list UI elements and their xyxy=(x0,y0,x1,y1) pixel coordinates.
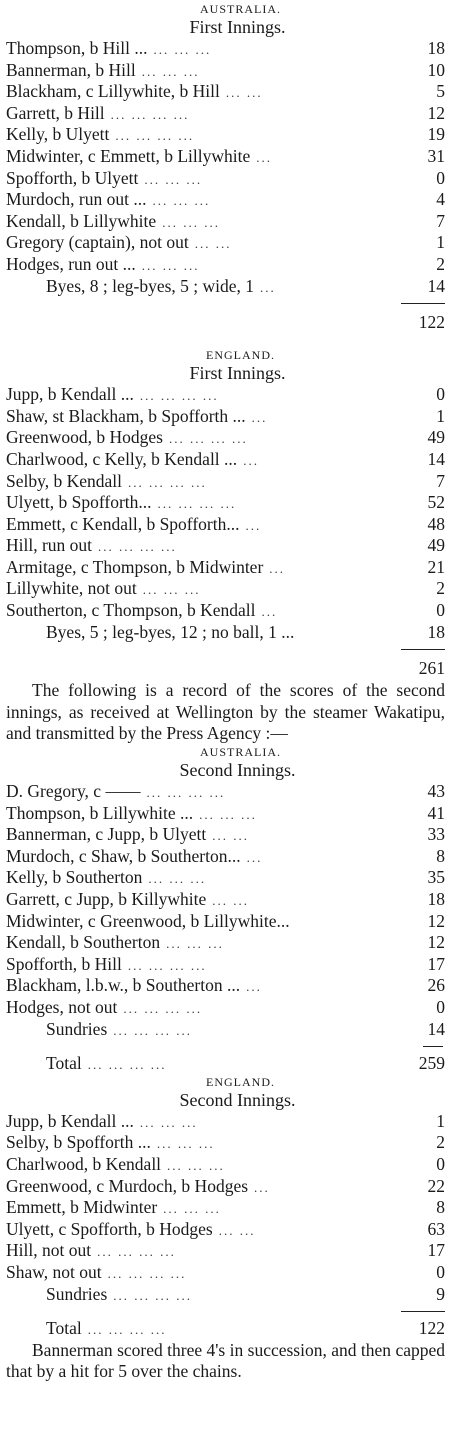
score-row: Spofforth, b Hill ... ... ... ... 17 xyxy=(6,953,445,974)
score-row: Charlwood, b Kendall ... ... ... 0 xyxy=(6,1153,445,1174)
innings-total-row: Total ... ... ... ... 259 xyxy=(46,1053,445,1074)
score-row: Thompson, b Lillywhite ... ... ... ... 41 xyxy=(6,802,445,823)
score-row: Kendall, b Lillywhite ... ... ... 7 xyxy=(6,210,445,231)
australia-first-innings xyxy=(6,2,445,334)
team-heading: AUSTRALIA. xyxy=(200,2,281,16)
score-list xyxy=(6,384,445,643)
innings-heading: Second Innings. xyxy=(179,760,296,781)
score-row: D. Gregory, c —— ... ... ... ... 43 xyxy=(6,781,445,802)
england-second-innings xyxy=(6,1075,445,1340)
score-row: Ulyett, b Spofforth... ... ... ... ... 52 xyxy=(6,492,445,513)
bannerman-paragraph: Bannerman scored three 4's in succession, and then capped that by a hit for 5 over the chains. xyxy=(6,1339,445,1382)
team-heading: ENGLAND. xyxy=(206,1074,275,1089)
team-heading: AUSTRALIA. xyxy=(200,745,281,760)
score-row: Jupp, b Kendall ... ... ... ... 1 xyxy=(6,1110,445,1131)
score-row: Kelly, b Southerton ... ... ... 35 xyxy=(6,867,445,888)
score-row: Murdoch, run out ... ... ... ... 4 xyxy=(6,189,445,210)
score-row: Hodges, not out ... ... ... ... 0 xyxy=(6,996,445,1017)
score-row: Garrett, b Hill ... ... ... ... 12 xyxy=(6,102,445,123)
innings-heading: First Innings. xyxy=(189,363,286,384)
innings-total-row: Total ... ... ... ... 122 xyxy=(46,1318,445,1339)
score-row: Garrett, c Jupp, b Killywhite ... ... 18 xyxy=(6,889,445,909)
score-row: Blackham, l.b.w., b Southerton ... ... 26 xyxy=(6,975,445,996)
sundries-row: Sundries ... ... ... ... 14 xyxy=(46,1018,445,1039)
score-row: Hill, run out ... ... ... ... 49 xyxy=(6,535,445,556)
score-row: Bannerman, c Jupp, b Ulyett ... ... 33 xyxy=(6,824,445,845)
score-row: Blackham, c Lillywhite, b Hill ... ... 5 xyxy=(6,81,445,102)
innings-total: 122 xyxy=(418,312,445,333)
score-row: Kendall, b Southerton ... ... ... 12 xyxy=(6,932,445,953)
score-list xyxy=(6,781,445,1040)
total-rule xyxy=(401,1311,445,1312)
innings-heading: First Innings. xyxy=(189,17,286,37)
score-row: Ulyett, c Spofforth, b Hodges ... ... 63 xyxy=(6,1218,445,1239)
innings-heading: Second Innings. xyxy=(179,1089,296,1110)
score-row: Shaw, not out ... ... ... ... 0 xyxy=(6,1261,445,1282)
extras-row: Byes, 8 ; leg-byes, 5 ; wide, 1 ... 14 xyxy=(46,275,445,296)
score-list xyxy=(6,38,445,297)
score-row: Greenwood, b Hodges ... ... ... ... 49 xyxy=(6,427,445,448)
score-row: Shaw, st Blackham, b Spofforth ... ... 1 xyxy=(6,405,445,426)
score-row: Hodges, run out ... ... ... ... 2 xyxy=(6,253,445,274)
score-row: Midwinter, c Greenwood, b Lillywhite... 12 xyxy=(6,910,445,931)
score-row: Emmett, c Kendall, b Spofforth... ... 48 xyxy=(6,513,445,534)
total-rule xyxy=(423,1046,443,1047)
score-list xyxy=(6,1111,445,1305)
score-row: Lillywhite, not out ... ... ... 2 xyxy=(6,578,445,599)
sundries-row: Sundries ... ... ... ... 9 xyxy=(46,1283,445,1304)
australia-second-innings xyxy=(6,745,445,1075)
team-heading: ENGLAND. xyxy=(206,348,275,363)
press-agency-paragraph: The following is a record of the scores of the second innings, as received at Wellington by the steamer Wakatipu, and transmitted by the Press Agency :— xyxy=(6,680,445,744)
score-row: Southerton, c Thompson, b Kendall ... 0 xyxy=(6,600,445,621)
score-row: Murdoch, c Shaw, b Southerton... ... 8 xyxy=(6,845,445,866)
score-row: Thompson, b Hill ... ... ... ... 18 xyxy=(6,38,445,58)
score-row: Selby, b Spofforth ... ... ... ... 2 xyxy=(6,1132,445,1153)
extras-row: Byes, 5 ; leg-byes, 12 ; no ball, 1 ... 18 xyxy=(46,621,445,642)
score-row: Greenwood, c Murdoch, b Hodges ... 22 xyxy=(6,1175,445,1196)
score-row: Hill, not out ... ... ... ... 17 xyxy=(6,1240,445,1261)
score-row: Bannerman, b Hill ... ... ... 10 xyxy=(6,59,445,80)
total-rule xyxy=(401,649,445,650)
score-row: Charlwood, c Kelly, b Kendall ... ... 14 xyxy=(6,448,445,469)
england-first-innings xyxy=(6,348,445,680)
innings-total: 261 xyxy=(418,658,445,679)
score-row: Emmett, b Midwinter ... ... ... 8 xyxy=(6,1197,445,1218)
score-row: Midwinter, c Emmett, b Lillywhite ... 31 xyxy=(6,145,445,166)
score-row: Armitage, c Thompson, b Midwinter ... 21 xyxy=(6,556,445,577)
score-row: Kelly, b Ulyett ... ... ... ... 19 xyxy=(6,124,445,145)
score-row: Gregory (captain), not out ... ... 1 xyxy=(6,232,445,253)
score-row: Selby, b Kendall ... ... ... ... 7 xyxy=(6,470,445,491)
score-row: Jupp, b Kendall ... ... ... ... ... 0 xyxy=(6,384,445,405)
score-row: Spofforth, b Ulyett ... ... ... 0 xyxy=(6,167,445,188)
total-rule xyxy=(401,303,445,304)
